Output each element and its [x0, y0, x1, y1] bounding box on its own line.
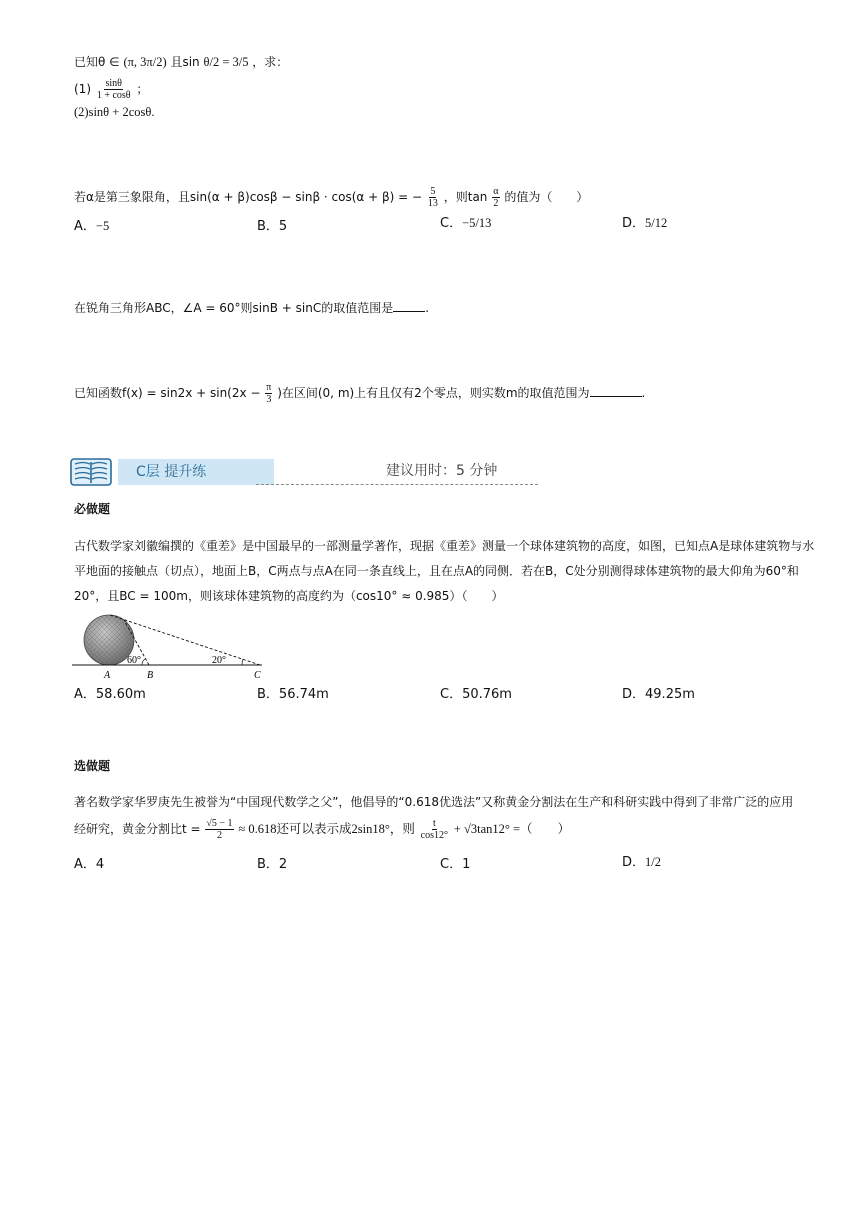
required-line1: 古代数学家刘徽编撰的《重差》是中国最早的一部测量学著作，现据《重差》测量一个球体建筑物的高度，如图，已知点A是球体建筑物与水 — [74, 539, 815, 553]
sphere-figure — [72, 612, 272, 682]
section-banner — [70, 454, 540, 490]
golden-ratio-fraction — [205, 818, 233, 841]
sphere-diagram — [72, 612, 272, 682]
option-label: B． — [257, 219, 279, 234]
q1-intro: 已知θ ∈ — [74, 55, 120, 69]
q4-stem — [74, 382, 645, 405]
q1-part1-num: sinθ — [105, 78, 122, 89]
q2-option-c[interactable] — [440, 212, 491, 231]
section-tab-label: C层 提升练 — [136, 464, 207, 480]
option-label: A． — [74, 687, 96, 702]
option-value: 2 — [278, 857, 288, 872]
q1-interval: (π, 3π/2) — [123, 55, 167, 69]
required-option-c[interactable] — [440, 683, 512, 702]
angle-b-label: 60° — [127, 655, 141, 666]
q2-tan-fraction — [492, 186, 499, 209]
q3-end: . — [425, 301, 430, 315]
optional-option-d[interactable] — [622, 851, 661, 870]
option-value: 1 — [462, 857, 471, 872]
q1-line1 — [74, 54, 288, 70]
q2-option-a[interactable] — [74, 215, 109, 234]
option-value: 4 — [95, 857, 105, 872]
option-value: 1/2 — [645, 855, 661, 869]
q4-stem-end: )在区间(0, m)上有且仅有2个零点，则实数m的取值范围为 — [277, 386, 590, 400]
q3-stem — [74, 300, 429, 316]
option-value: −5/13 — [462, 216, 492, 230]
q2-option-d[interactable] — [622, 212, 667, 231]
optional-line2-mid: ≈ 0.618还可以表示成2sin18°，则 — [238, 822, 415, 836]
q1-part1-label: (1) — [74, 82, 91, 96]
required-heading: 必做题 — [74, 502, 111, 516]
expr-num: t — [432, 818, 436, 829]
q2-den: 13 — [427, 198, 438, 209]
option-label: A． — [74, 219, 96, 234]
option-value: 5 — [278, 219, 288, 234]
q2-stem-mid: ，则tan — [443, 190, 488, 204]
q2-num: 5 — [430, 186, 436, 197]
q2-tan-num: α — [493, 186, 499, 197]
q4-fraction — [265, 382, 272, 405]
required-line2: 平地面的接触点（切点），地面上B，C两点与点A在同一条直线上，且在点A的同侧．若在B，C处分别测得球体建筑物的最大仰角为60°和 — [74, 564, 799, 578]
option-label: D． — [622, 687, 646, 702]
optional-line2-end: + √3tan12° =（ ） — [453, 822, 571, 836]
option-value: 50.76m — [462, 687, 512, 702]
optional-option-c[interactable] — [440, 853, 470, 872]
q4-end: . — [641, 386, 646, 400]
expression-fraction — [420, 818, 449, 841]
option-value: 49.25m — [645, 687, 695, 702]
option-label: C． — [440, 687, 463, 702]
point-c-label: C — [254, 670, 261, 681]
option-value: −5 — [95, 219, 110, 233]
point-b-label: B — [147, 670, 154, 681]
time-hint: 建议用时：5 分钟 — [386, 463, 498, 479]
option-value: 5/12 — [645, 216, 668, 230]
q2-fraction — [427, 186, 439, 209]
option-label: A． — [74, 857, 96, 872]
option-label: C． — [440, 216, 463, 231]
option-label: B． — [257, 857, 279, 872]
section-tab — [118, 459, 274, 485]
optional-option-b[interactable] — [257, 853, 287, 872]
q2-tan-den: 2 — [493, 198, 499, 209]
banner-dashed-line — [256, 484, 538, 485]
option-label: C． — [440, 857, 463, 872]
q4-stem-pre: 已知函数f(x) = sin2x + sin(2x − — [74, 386, 261, 400]
optional-heading: 选做题 — [74, 759, 111, 773]
book-icon — [70, 456, 112, 488]
optional-option-a[interactable] — [74, 853, 104, 872]
q1-part1 — [74, 78, 148, 101]
required-option-a[interactable] — [74, 683, 146, 702]
q2-stem — [74, 186, 588, 209]
answer-blank[interactable] — [590, 396, 642, 397]
required-option-d[interactable] — [622, 683, 695, 702]
answer-blank[interactable] — [393, 311, 425, 312]
q1-ask: ，求： — [252, 55, 289, 69]
option-label: D． — [622, 855, 646, 870]
q2-option-b[interactable] — [257, 215, 287, 234]
q1-part1-fraction — [96, 78, 132, 101]
q1-cond-eq: θ/2 = 3/5 — [203, 55, 249, 69]
required-line3: 20°，且BC = 100m，则该球体建筑物的高度约为（cos10° ≈ 0.985）（ ） — [74, 589, 504, 603]
q4-pi-den: 3 — [266, 394, 272, 405]
point-a-label: A — [104, 670, 111, 681]
optional-line2 — [74, 818, 570, 841]
option-value: 56.74m — [278, 687, 329, 702]
q4-pi-num: π — [266, 382, 272, 393]
expr-den: cos12° — [420, 830, 448, 841]
q2-stem-pre: 若α是第三象限角，且sin(α + β)cosβ − sinβ · cos(α + β) = − — [74, 190, 423, 204]
optional-line1: 著名数学家华罗庚先生被誉为“中国现代数学之父”，他倡导的“0.618优选法”又称黄金分割法在生产和科研实践中得到了非常广泛的应用 — [74, 795, 794, 809]
golden-den: 2 — [216, 830, 222, 841]
golden-num: √5 − 1 — [206, 818, 233, 829]
angle-c-label: 20° — [212, 655, 226, 666]
q1-part2: (2)sinθ + 2cosθ. — [74, 105, 155, 119]
q1-part1-den: 1 + cosθ — [96, 90, 131, 101]
q3-stem-text: 在锐角三角形ABC，∠A = 60°则sinB + sinC的取值范围是 — [74, 301, 394, 315]
optional-line2-pre: 经研究，黄金分割比t = — [74, 822, 201, 836]
option-label: B． — [257, 687, 279, 702]
q2-stem-end: 的值为（ ） — [504, 190, 589, 204]
q1-cond: 且sin — [170, 55, 200, 69]
option-value: 58.60m — [95, 687, 146, 702]
q1-part1-end: ； — [136, 82, 149, 96]
required-option-b[interactable] — [257, 683, 329, 702]
option-label: D． — [622, 216, 646, 231]
